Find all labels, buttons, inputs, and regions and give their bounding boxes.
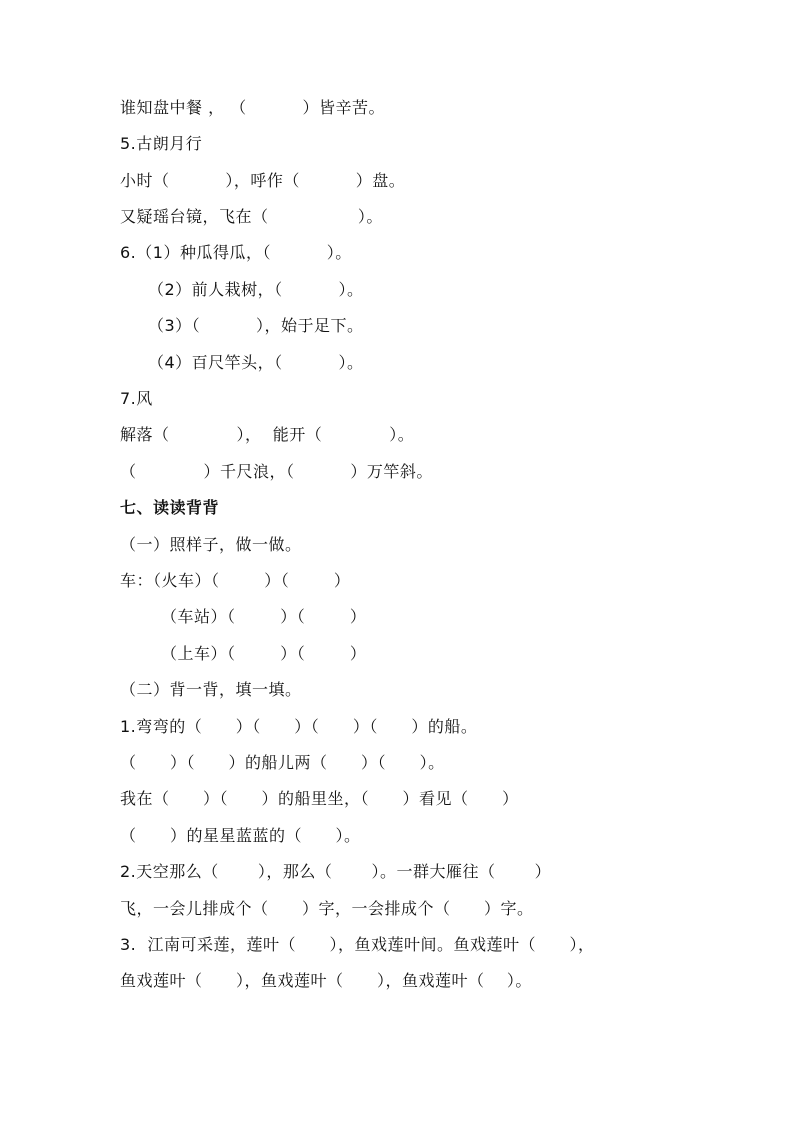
poem-3-line-1: 3. 江南可采莲，莲叶（ ），鱼戏莲叶间。鱼戏莲叶（ ）， <box>120 935 595 954</box>
poem-1-line-1: 1.弯弯的（ ）（ ）（ ）（ ）的船。 <box>120 717 478 736</box>
example-row-1: 车：（火车）（ ）（ ） <box>120 571 351 590</box>
item-6-line-1: 6.（1）种瓜得瓜，（ ）。 <box>120 243 352 262</box>
item-5-title: 5.古朗月行 <box>120 134 203 153</box>
example-row-2: （车站）（ ）（ ） <box>161 607 367 626</box>
poem-3-line-2: 鱼戏莲叶（ ），鱼戏莲叶（ ），鱼戏莲叶（ ）。 <box>120 971 532 990</box>
item-7-title: 7.风 <box>120 389 153 408</box>
poem-1-line-3: 我在（ ）（ ）的船里坐，（ ）看见（ ） <box>120 789 519 808</box>
poem-1-line-4: （ ）的星星蓝蓝的（ ）。 <box>120 826 361 845</box>
item-5-line-2: 又疑瑶台镜，飞在（ ）。 <box>120 207 383 226</box>
subsection-1-heading: （一）照样子，做一做。 <box>120 535 302 554</box>
item-6-line-4: （4）百尺竿头，（ ）。 <box>148 353 364 372</box>
item-7-line-1: 解落（ ）， 能开（ ）。 <box>120 425 415 444</box>
poem-line-pan-zhong-can: 谁知盘中餐 ， （ ）皆辛苦。 <box>120 98 386 117</box>
poem-2-line-1: 2.天空那么（ ），那么（ ）。一群大雁往（ ） <box>120 862 552 881</box>
section-7-heading: 七、读读背背 <box>120 498 220 517</box>
item-5-line-1: 小时（ ），呼作（ ）盘。 <box>120 171 406 190</box>
item-6-line-3: （3）（ ），始于足下。 <box>148 316 364 335</box>
item-7-line-2: （ ）千尺浪，（ ）万竿斜。 <box>120 462 433 481</box>
poem-1-line-2: （ ）（ ）的船儿两（ ）（ ）。 <box>120 753 445 772</box>
example-row-3: （上车）（ ）（ ） <box>161 644 367 663</box>
item-6-line-2: （2）前人栽树，（ ）。 <box>148 280 364 299</box>
subsection-2-heading: （二）背一背，填一填。 <box>120 680 302 699</box>
poem-2-line-2: 飞，一会儿排成个（ ）字，一会排成个（ ）字。 <box>120 899 534 918</box>
